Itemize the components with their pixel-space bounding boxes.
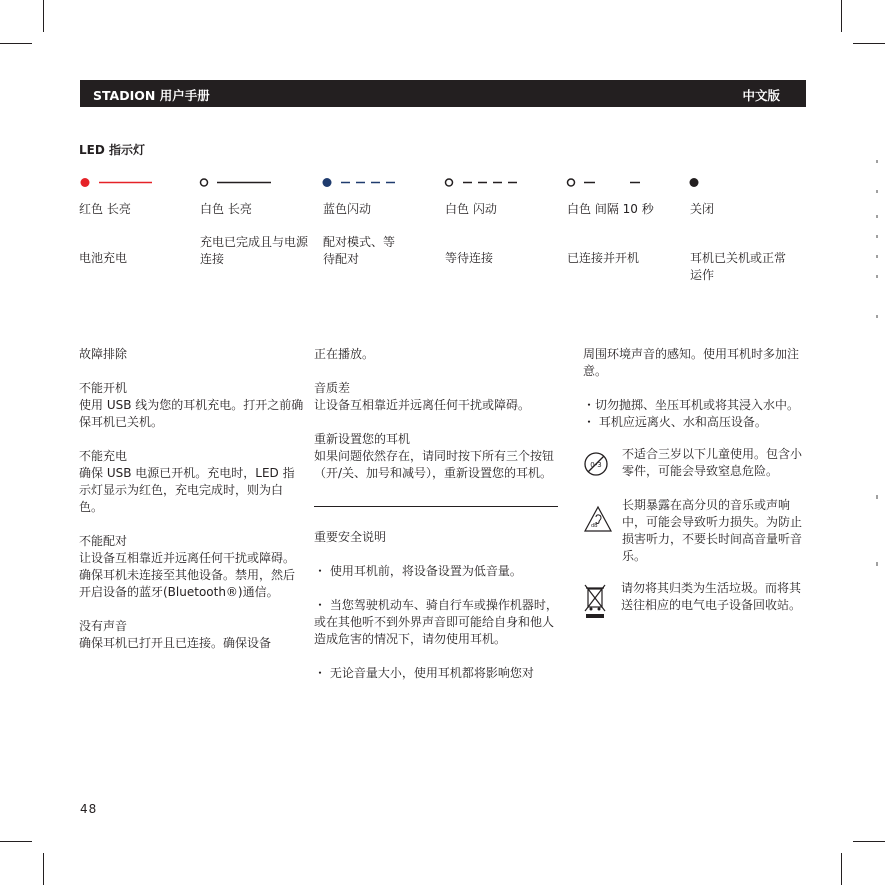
crop-mark: [853, 841, 885, 842]
warning-text: 长期暴露在高分贝的音乐或声响中，可能会导致听力损失。为防止损害听力，不要长时间高音量听音乐。: [622, 498, 803, 563]
item-body: 让设备互相靠近并远离任何干扰或障碍。: [314, 398, 531, 412]
led-meaning-label: 等待连接: [445, 251, 494, 265]
crop-mark: [841, 853, 842, 885]
blue-dot-icon: [323, 178, 332, 187]
warning-text: 不适合三岁以下儿童使用。包含小零件，可能会导致窒息危险。: [622, 447, 803, 478]
item-body: 确保 USB 电源已开机。充电时，LED 指示灯显示为红色，充电完成时，则为白色。: [79, 466, 295, 514]
warning-text: 请勿将其归类为生活垃圾。而将其送往相应的电气电子设备回收站。: [621, 581, 802, 612]
safety-section: [314, 529, 558, 699]
edge-mark: [876, 275, 878, 278]
led-state-label: 白色 闪动: [445, 202, 497, 216]
edge-mark: [876, 215, 878, 218]
item-title: 重新设置您的耳机: [314, 432, 411, 446]
safety-bullet: ・ 耳机应远离火、水和高压设备。: [583, 415, 767, 429]
troubleshooting-item: [314, 380, 558, 414]
led-state-label: 白色 间隔 10 秒: [567, 202, 654, 216]
led-section-title: LED 指示灯: [79, 143, 145, 157]
led-state-label: 白色 长亮: [200, 202, 252, 216]
item-title: 不能充电: [79, 449, 128, 463]
troubleshooting-item: [79, 618, 305, 652]
led-meaning-label: 充电已完成且与电源连接: [200, 235, 309, 266]
no-children-icon: [583, 451, 609, 477]
led-meaning-label: 已连接并开机: [567, 251, 640, 265]
continuation-text: 周围环境声音的感知。使用耳机时多加注意。: [583, 347, 800, 378]
header-bar: [80, 80, 806, 107]
edge-mark: [876, 315, 878, 318]
troubleshooting-heading: 故障排除: [79, 347, 128, 361]
hearing-warning-icon: [583, 505, 613, 533]
black-dot-icon: [690, 178, 699, 187]
safety-bullet: ・切勿抛掷、坐压耳机或将其浸入水中。: [583, 398, 800, 412]
edge-mark: [876, 495, 878, 499]
section-divider: [314, 506, 558, 507]
svg-text:dB: dB: [591, 523, 598, 529]
led-indicator-graphic: [443, 176, 523, 190]
right-column-top: [583, 346, 805, 431]
safety-heading: 重要安全说明: [314, 530, 387, 544]
red-dot-icon: [81, 178, 90, 187]
item-title: 不能配对: [79, 534, 128, 548]
safety-bullet: ・ 无论音量大小，使用耳机都将影响您对: [314, 666, 534, 680]
edge-mark: [876, 255, 878, 258]
led-indicator-graphic: [199, 176, 279, 190]
edge-mark: [876, 562, 878, 566]
led-state-label: 关闭: [690, 202, 715, 216]
item-body: 使用 USB 线为您的耳机充电。打开之前确保耳机已关机。: [79, 398, 304, 429]
safety-bullet: ・ 当您驾驶机动车、骑自行车或操作机器时，或在其他听不到外界声音即可能给自身和他人造成危害的情况下，请勿使用耳机。: [314, 598, 558, 646]
item-title: 不能开机: [79, 381, 128, 395]
led-indicator-graphic: [79, 176, 159, 190]
led-state-label: 蓝色闪动: [323, 202, 372, 216]
crop-mark: [43, 0, 44, 32]
troubleshooting-item: [79, 380, 305, 431]
edge-mark: [876, 235, 878, 238]
led-meaning-label: 配对模式、等待配对: [323, 235, 396, 266]
middle-column-top: [314, 346, 558, 499]
crop-mark: [43, 853, 44, 885]
led-meaning-label: 耳机已关机或正常运作: [690, 251, 787, 282]
language-label: 中文版: [742, 88, 780, 103]
crop-mark: [0, 43, 32, 44]
led-state-label: 红色 长亮: [79, 202, 131, 216]
troubleshooting-column: [79, 346, 305, 669]
svg-text:0-3: 0-3: [590, 461, 602, 469]
white-dot-icon: [201, 179, 208, 186]
troubleshooting-item: [79, 533, 305, 601]
led-indicator-graphic: [564, 176, 644, 190]
weee-bin-icon: [583, 581, 607, 621]
crop-mark: [841, 0, 842, 32]
crop-mark: [0, 841, 32, 842]
item-title: 没有声音: [79, 619, 128, 633]
item-body: 确保耳机已打开且已连接。确保设备: [79, 636, 272, 650]
item-body: 如果问题依然存在，请同时按下所有三个按钮（开/关、加号和减号），重新设置您的耳机。: [314, 449, 555, 480]
led-meaning-label: 电池充电: [79, 251, 128, 265]
white-dot-icon: [568, 179, 575, 186]
continuation-text: 正在播放。: [314, 347, 375, 361]
troubleshooting-item: [79, 448, 305, 516]
white-dot-icon: [446, 179, 453, 186]
item-title: 音质差: [314, 381, 351, 395]
led-indicator-graphic: [321, 176, 401, 190]
edge-mark: [876, 190, 878, 193]
crop-mark: [853, 43, 885, 44]
item-body: 让设备互相靠近并远离任何干扰或障碍。确保耳机未连接至其他设备。禁用，然后开启设备的蓝牙(Bluetooth®)通信。: [79, 551, 296, 599]
edge-mark: [876, 160, 878, 163]
safety-bullet: ・ 使用耳机前，将设备设置为低音量。: [314, 564, 522, 578]
led-indicator-graphic: [688, 176, 702, 190]
troubleshooting-item: [314, 431, 558, 482]
page-number: 48: [80, 802, 98, 816]
manual-title: STADION 用户手册: [93, 88, 210, 103]
